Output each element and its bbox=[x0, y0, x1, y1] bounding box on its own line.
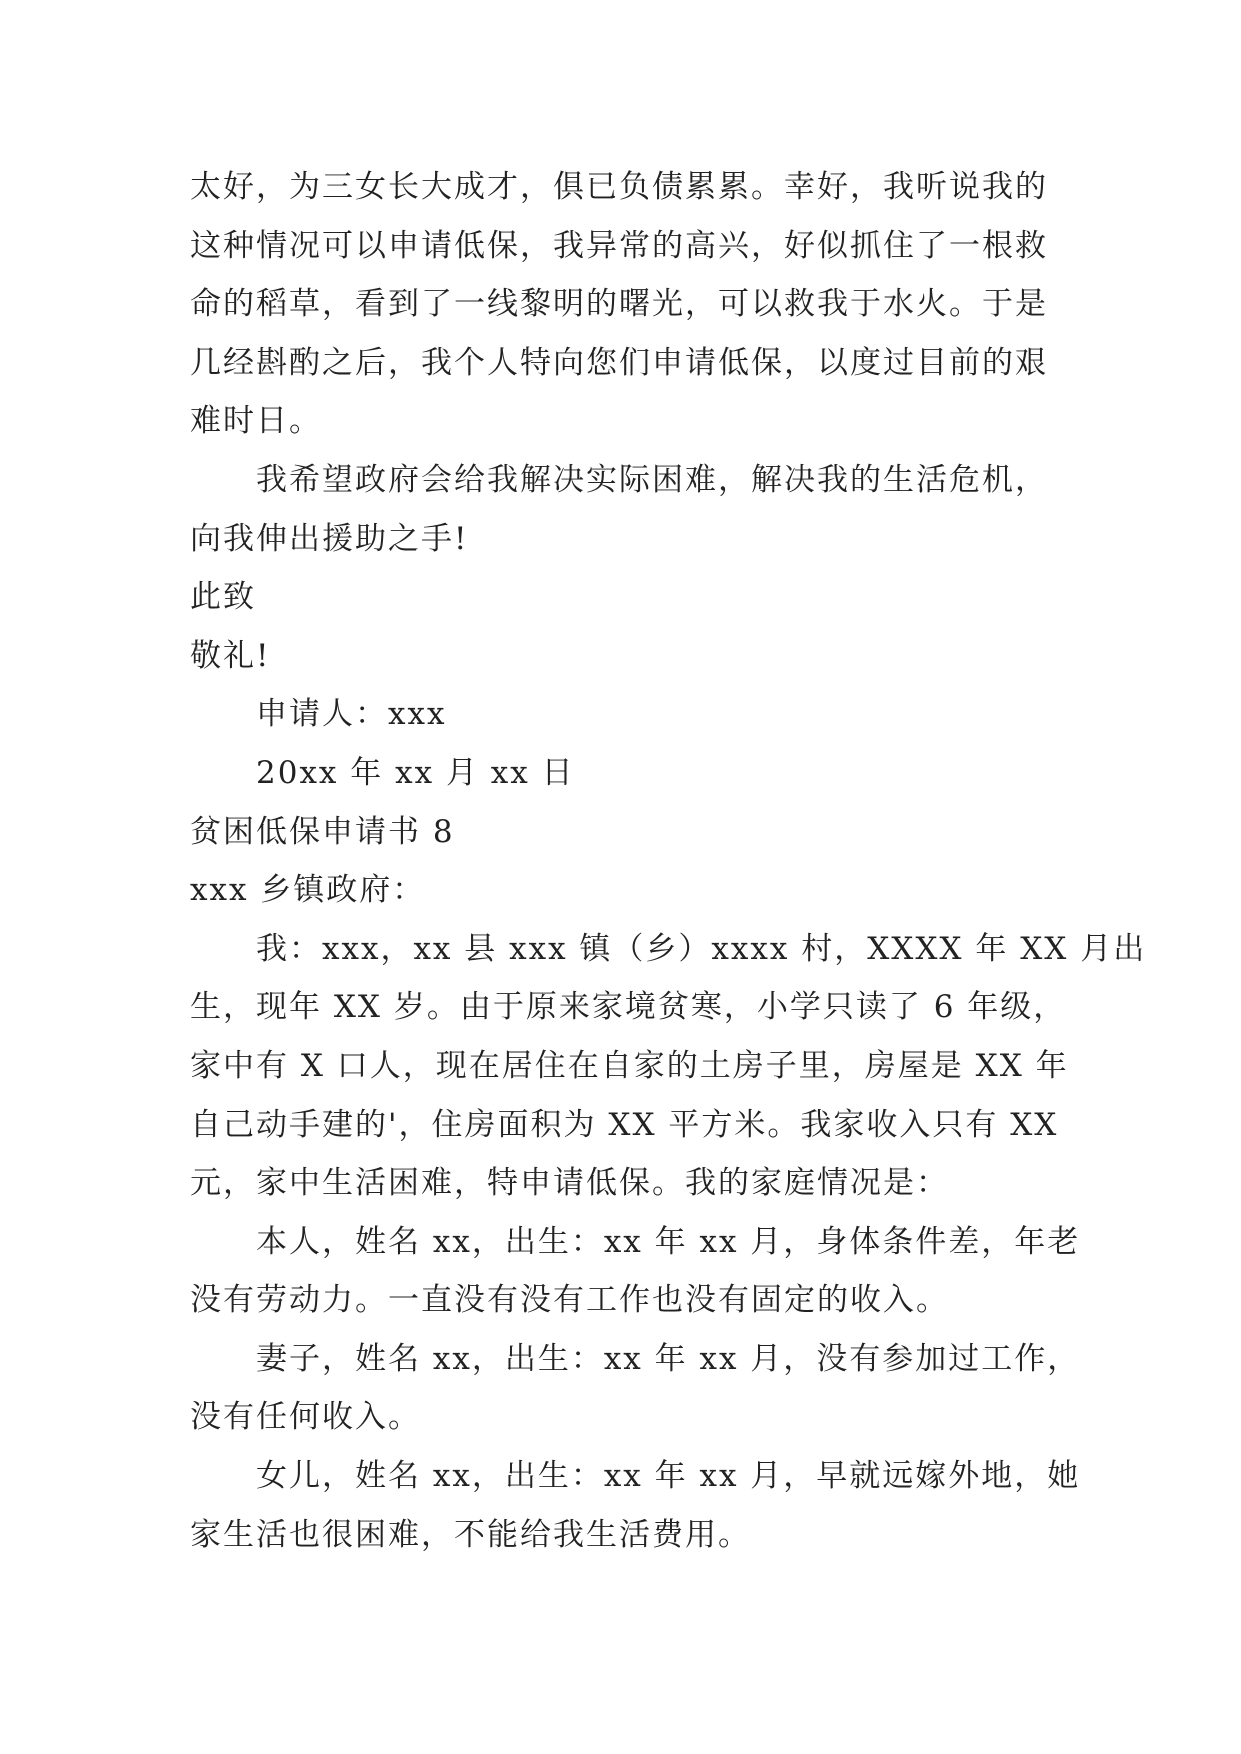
text-line: 自己动手建的'，住房面积为 XX 平方米。我家收入只有 XX bbox=[190, 1106, 1059, 1143]
text-line: 太好，为三女长大成才，俱已负债累累。幸好，我听说我的 bbox=[190, 169, 1048, 205]
text-line: 难时日。 bbox=[190, 403, 322, 440]
document-date: 20xx 年 xx 月 xx 日 bbox=[256, 754, 575, 791]
paragraph-start-line: 妻子，姓名 xx，出生：xx 年 xx 月，没有参加过工作， bbox=[256, 1340, 1081, 1377]
paragraph-start-line: 女儿，姓名 xx，出生：xx 年 xx 月，早就远嫁外地，她 bbox=[256, 1458, 1081, 1495]
closing-salutation: 此致 bbox=[190, 579, 256, 616]
text-line: 向我伸出援助之手! bbox=[190, 520, 469, 557]
paragraph-start-line: 本人，姓名 xx，出生：xx 年 xx 月，身体条件差，年老 bbox=[256, 1223, 1081, 1260]
section-title: 贫困低保申请书 8 bbox=[190, 813, 455, 850]
applicant-signature: 申请人：xxx bbox=[256, 696, 447, 733]
paragraph-start-line: 我：xxx，xx 县 xxx 镇（乡）xxxx 村，XXXX 年 XX 月出 bbox=[256, 930, 1147, 967]
text-line: 几经斟酌之后，我个人特向您们申请低保，以度过目前的艰 bbox=[190, 344, 1048, 381]
text-line: 生，现年 XX 岁。由于原来家境贫寒，小学只读了 6 年级， bbox=[190, 989, 1067, 1026]
document-body bbox=[190, 158, 1147, 1564]
text-line: 家生活也很困难，不能给我生活费用。 bbox=[190, 1516, 751, 1553]
text-line: 没有劳动力。一直没有没有工作也没有固定的收入。 bbox=[190, 1282, 949, 1319]
paragraph-start-line: 我希望政府会给我解决实际困难，解决我的生活危机， bbox=[256, 461, 1048, 498]
text-line: 命的稻草，看到了一线黎明的曙光，可以救我于水火。于是 bbox=[190, 286, 1048, 323]
closing-regards: 敬礼! bbox=[190, 637, 271, 674]
text-line: 没有任何收入。 bbox=[190, 1399, 421, 1436]
text-line: 元，家中生活困难，特申请低保。我的家庭情况是： bbox=[190, 1165, 949, 1202]
text-line: 家中有 X 口人，现在居住在自家的土房子里，房屋是 XX 年 bbox=[190, 1047, 1069, 1084]
recipient-line: xxx 乡镇政府： bbox=[190, 872, 426, 909]
text-line: 这种情况可以申请低保，我异常的高兴，好似抓住了一根救 bbox=[190, 227, 1048, 264]
